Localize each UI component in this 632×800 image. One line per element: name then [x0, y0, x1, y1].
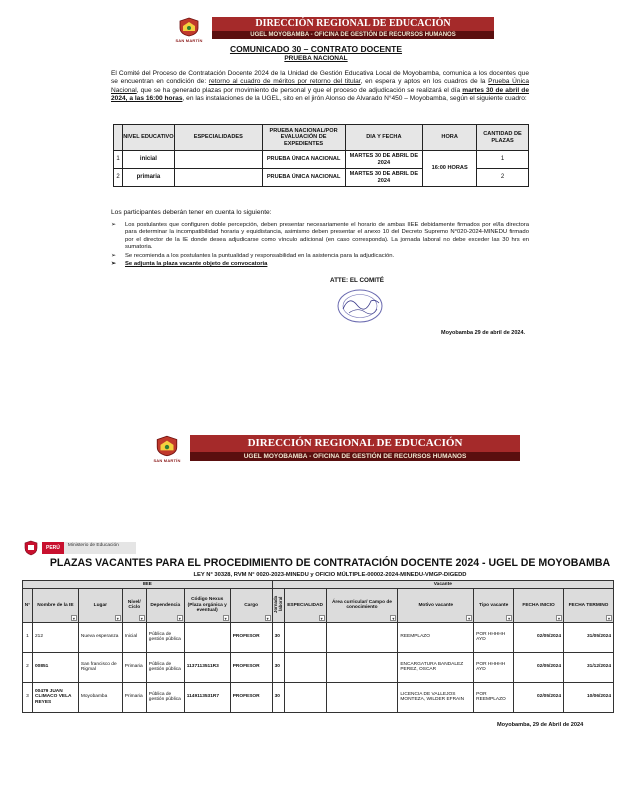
regional-seal: [172, 17, 206, 43]
ministry-label: Ministerio de Educación: [64, 542, 136, 554]
group-header-row: [23, 581, 614, 589]
communique-date: Moyobamba 29 de abril de 2024.: [441, 330, 526, 336]
table-row: 2 00851 San francisco de Rigmal Primaria Pública de gestión pública 1137113511R3 PROFESOR 30 ENCARGATURA BANDALEZ PEREZ, OSCAR POR HHHHH AYD 02/05/2024 31/12/2024: [23, 652, 614, 682]
conditions-list: [111, 222, 529, 269]
header-jornada: Jornada laboral: [272, 589, 284, 623]
banner-subtitle: UGEL MOYOBAMBA - OFICINA DE GESTIÓN DE RECURSOS HUMANOS: [212, 31, 494, 39]
list-item: ➢ Los postulantes que configuren doble percepción, deben presentar necesariamente el horario de ambas IIEE debidamente firmados por el/la directora para determinar la incompatibilidad horaria y equidistancia, asimismo deben presentar el anexo 10 del Decreto Supremo N°020-2024-MINEDU firmado por el director de la IE donde desea adjudicarse como vínculo adicional (en caso corresponda). La jornada laboral no debe exceder las 30 hrs en sumatoria.: [111, 222, 529, 251]
table-row: 1 212 Nueva esperanza Inicial Pública de gestión pública PROFESOR 30 REEMPLAZO POR HHHHH AYD 02/05/2024 31/05/2024: [23, 622, 614, 652]
header-fecha: DIA Y FECHA: [345, 125, 423, 151]
table-row: 2 primaria PRUEBA ÚNICA NACIONAL MARTES 30 DE ABRIL DE 2024 2: [114, 169, 529, 187]
communique-title: COMUNICADO 30 – CONTRATO DOCENTE: [229, 44, 403, 54]
banner-title: DIRECCIÓN REGIONAL DE EDUCACIÓN: [212, 17, 494, 31]
arrow-icon: ➢: [111, 252, 116, 259]
header-fecha-termino: FECHA TERMINO ▾: [564, 589, 614, 623]
header-motivo: Motivo vacante ▾: [398, 589, 474, 623]
filter-dropdown-icon[interactable]: ▾: [72, 615, 75, 621]
list-item: ➢ Se recomienda a los postulantes la puntualidad y responsabilidad en la asistencia para la adjudicación.: [111, 252, 395, 259]
vacancies-table: [22, 580, 614, 713]
header-cargo: Cargo ▾: [230, 589, 272, 623]
filter-dropdown-icon[interactable]: ▾: [116, 615, 119, 621]
signature-line: ATTE: EL COMITÉ: [330, 277, 384, 284]
header-especialidades: ESPECIALIDADES: [174, 125, 262, 151]
header-lugar: Lugar ▾: [78, 589, 122, 623]
filter-dropdown-icon[interactable]: ▾: [140, 615, 143, 621]
filter-dropdown-icon[interactable]: ▾: [320, 615, 323, 621]
header-banner: [150, 435, 520, 463]
vacancies-date: Moyobamba, 29 de Abril de 2024: [497, 722, 584, 728]
stamp-icon: [335, 287, 385, 325]
header-dependencia: Dependencia ▾: [146, 589, 184, 623]
participants-note: Los participantes deberán tener en cuenta lo siguiente:: [111, 209, 272, 216]
header-banner: [172, 17, 494, 43]
seal-icon: [177, 17, 201, 37]
header-nivel: Nivel/ Ciclo ▾: [122, 589, 146, 623]
header-especialidad: ESPECIALIDAD ▾: [284, 589, 326, 623]
group-vacante: Vacante: [272, 581, 613, 589]
header-cantidad: CANTIDAD DE PLAZAS: [477, 125, 529, 151]
table-row: 3 00479 JUAN CLIMACO VELA REYES Moyobamba Primaria Pública de gestión pública 1149113531R7 PROFESOR 30 LICENCIA DE VALLEJOS MONTEZA, WILDER EFRAIN POR REEMPLAZO 02/05/2024 10/06/2024: [23, 682, 614, 712]
filter-dropdown-icon[interactable]: ▾: [558, 615, 561, 621]
table-row: 1 inicial PRUEBA ÚNICA NACIONAL MARTES 30 DE ABRIL DE 2024 16:00 HORAS 1: [114, 151, 529, 169]
header-prueba: PRUEBA NACIONAL/POR EVALUACIÓN DE EXPEDIENTES: [262, 125, 345, 151]
filter-dropdown-icon[interactable]: ▾: [392, 615, 395, 621]
filter-dropdown-icon[interactable]: ▾: [224, 615, 227, 621]
arrow-icon: ➢: [111, 261, 116, 268]
header-nivel: NIVEL EDUCATIVO: [122, 125, 174, 151]
vacancies-legal-basis: LEY N° 30328, RVM N° 0020-2023-MINEDU y OFICIO MÚLTIPLE-00002-2024-MINEDU-VMGP-DIGEDD: [193, 572, 467, 578]
filter-dropdown-icon[interactable]: ▾: [178, 615, 181, 621]
banner-subtitle: UGEL MOYOBAMBA - OFICINA DE GESTIÓN DE RECURSOS HUMANOS: [190, 452, 520, 461]
group-iiee: IIEE: [23, 581, 273, 589]
seal-icon: [154, 435, 180, 457]
vacancies-title: PLAZAS VACANTES PARA EL PROCEDIMIENTO DE CONTRATACIÓN DOCENTE 2024 - UGEL DE MOYOBAMBA: [49, 557, 611, 569]
seal-label: SAN MARTÍN: [175, 38, 203, 43]
filter-dropdown-icon[interactable]: ▾: [468, 615, 471, 621]
filter-dropdown-icon[interactable]: ▾: [266, 615, 269, 621]
coat-of-arms-icon: [23, 540, 39, 556]
table-header-row: [23, 589, 614, 623]
header-numero: N°: [23, 589, 33, 623]
list-item: ➢ Se adjunta la plaza vacante objeto de convocatoria: [111, 261, 268, 268]
header-tipo: Tipo vacante ▾: [474, 589, 514, 623]
banner-title: DIRECCIÓN REGIONAL DE EDUCACIÓN: [190, 435, 520, 452]
intro-paragraph: El Comité del Proceso de Contratación Docente 2024 de la Unidad de Gestión Educativa Local de Moyobamba, comunica a los docentes que se encuentran en condición de: retorno al cuadro de méritos por retorno del titular, en espera y aptos en los cuadros de la Prueba Única Nacional, que se ha generado plazas por movimiento de personal y que el proceso de adjudicación se realizará el día martes 30 de abril de 2024, a las 16:00 horas, en las instalaciones de la UGEL, sito en el jirón Alonso de Alvarado N°450 – Moyobamba, según el siguiente cuadro:: [111, 70, 530, 103]
header-area: Área curricular/ Campo de conocimiento ▾: [326, 589, 398, 623]
header-hora: HORA: [423, 125, 477, 151]
header-fecha-inicio: FECHA INICIO ▾: [514, 589, 564, 623]
hora-cell: 16:00 HORAS: [423, 151, 477, 187]
adjudication-table: [113, 124, 529, 187]
communique-subtitle: PRUEBA NACIONAL: [284, 55, 348, 62]
table-header-row: [114, 125, 529, 151]
peru-label: PERÚ: [42, 542, 64, 554]
committee-stamp: [335, 287, 385, 330]
seal-label: SAN MARTÍN: [153, 458, 181, 463]
arrow-icon: ➢: [111, 222, 116, 228]
header-codigo: Código Nexus (Plaza orgánica y eventual) ▾: [184, 589, 230, 623]
filter-dropdown-icon[interactable]: ▾: [607, 615, 610, 621]
government-logo: [23, 540, 136, 556]
header-nombre-ie: Nombre de la IE ▾: [32, 589, 78, 623]
filter-dropdown-icon[interactable]: ▾: [508, 615, 511, 621]
regional-seal: [150, 435, 184, 463]
